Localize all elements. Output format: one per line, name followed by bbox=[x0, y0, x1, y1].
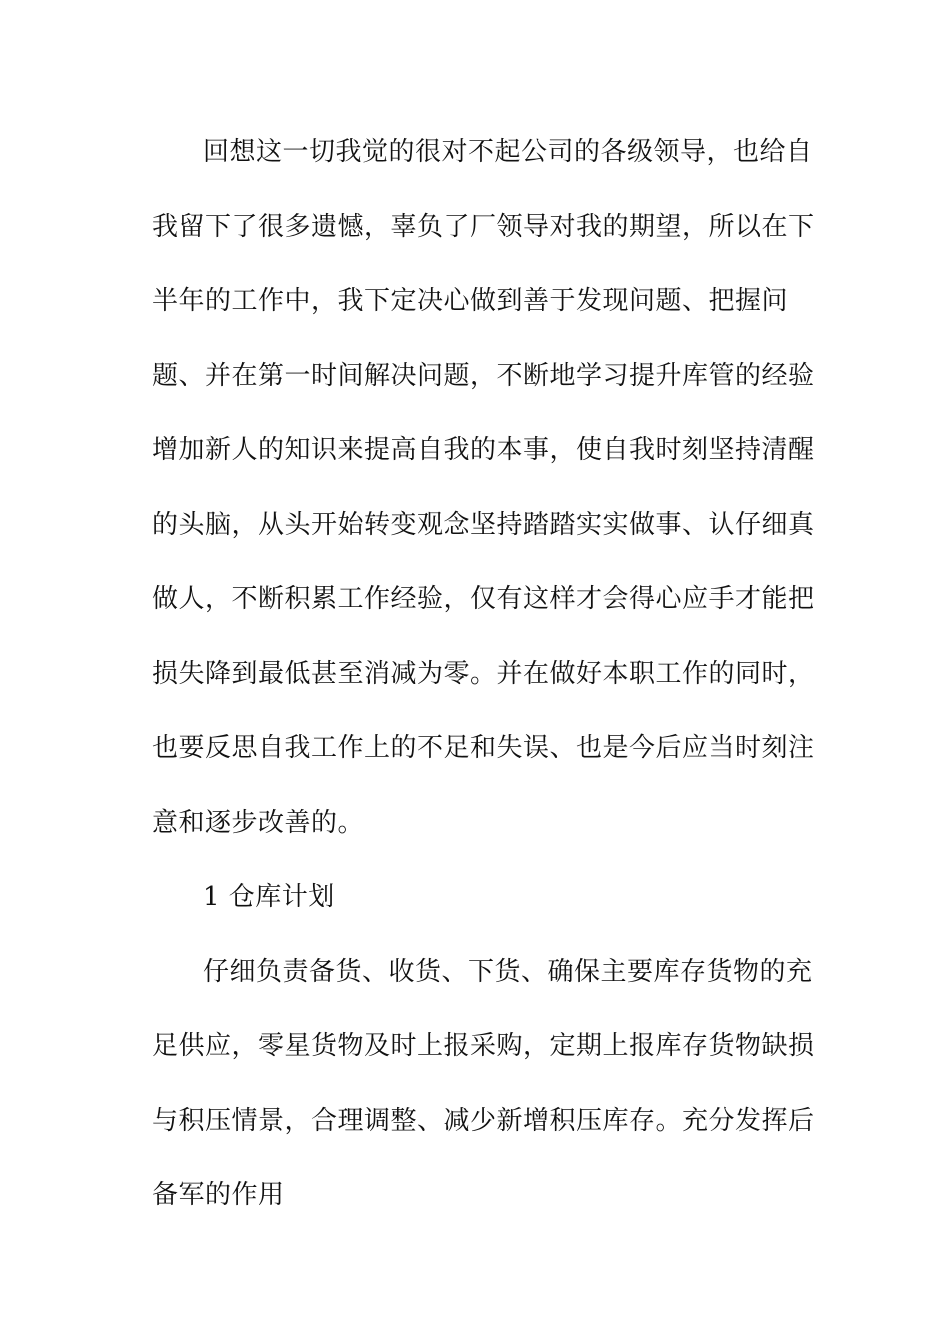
paragraph-1-line-3: 半年的工作中，我下定决心做到善于发现问题、把握问 bbox=[152, 286, 789, 316]
paragraph-1-line-1: 回想这一切我觉的很对不起公司的各级领导，也给自 bbox=[203, 137, 813, 167]
paragraph-1-line-9: 也要反思自我工作上的不足和失误、也是今后应当时刻注 bbox=[152, 733, 815, 763]
paragraph-2-line-1: 仔细负责备货、收货、下货、确保主要库存货物的充 bbox=[203, 957, 813, 987]
paragraph-1-line-7: 做人，不断积累工作经验，仅有这样才会得心应手才能把 bbox=[152, 584, 815, 614]
paragraph-2-line-3: 与积压情景，合理调整、减少新增积压库存。充分发挥后 bbox=[152, 1106, 815, 1136]
paragraph-2-line-4: 备军的作用 bbox=[152, 1180, 285, 1210]
section-heading: 1 仓库计划 bbox=[203, 882, 335, 912]
paragraph-1-line-2: 我留下了很多遗憾，辜负了厂领导对我的期望，所以在下 bbox=[152, 212, 815, 242]
paragraph-1-line-5: 增加新人的知识来提高自我的本事，使自我时刻坚持清醒 bbox=[152, 435, 815, 465]
paragraph-1-line-8: 损失降到最低甚至消减为零。并在做好本职工作的同时， bbox=[152, 659, 815, 689]
paragraph-1-line-4: 题、并在第一时间解决问题，不断地学习提升库管的经验 bbox=[152, 361, 815, 391]
paragraph-1-line-6: 的头脑，从头开始转变观念坚持踏踏实实做事、认仔细真 bbox=[152, 510, 815, 540]
paragraph-1-line-10: 意和逐步改善的。 bbox=[152, 808, 365, 838]
paragraph-2-line-2: 足供应，零星货物及时上报采购，定期上报库存货物缺损 bbox=[152, 1031, 815, 1061]
